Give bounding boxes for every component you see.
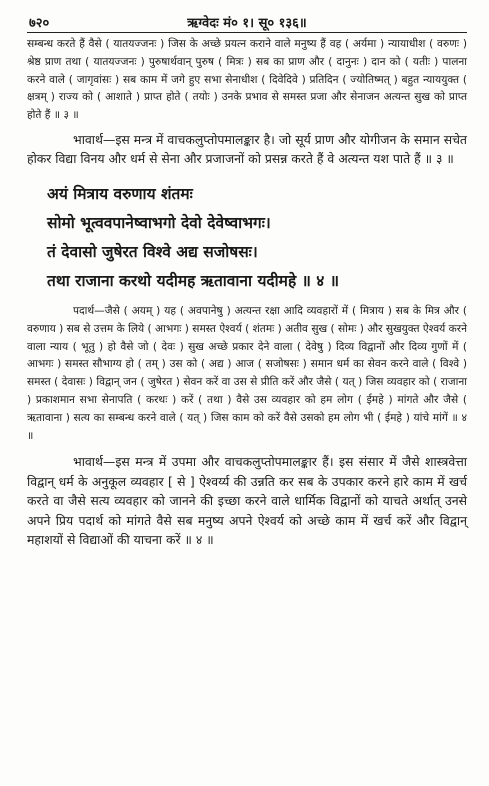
mantra-line-2: सोमो भूत्ववपानेष्वाभगो देवो देवेष्वाभगः। <box>47 212 271 232</box>
mantra-line-4: तथा राजाना करथो यदीमह ऋतावाना यदीमहे ॥ ४ ॥ <box>47 270 339 290</box>
page-header <box>27 12 467 33</box>
mantra-verse <box>47 179 467 295</box>
page-number: ७२० <box>29 16 50 31</box>
padartha-paragraph: पदार्थ—जैसे ( अयम् ) यह ( अवपानेषु ) अत्यन्त रक्षा आदि व्यवहारों में ( मित्राय ) सब के मित्र और ( वरुणाय ) सब से उत्तम के लिये ( आभगः ) समस्त ऐश्वर्य ( शंतमः ) अतीव सुख ( सोमः ) और सुखयुक्त ऐश्वर्य करने वाला न्याय ( भूतु ) हो वैसे जो ( देवः ) सुख अच्छे प्रकार देने वाला ( देवेषु ) दिव्य विद्वानों और दिव्य गुणों में ( आभगः ) समस्त सौभाग्य हो ( तम् ) उस को ( अद्य ) आज ( सजोषसः ) समान धर्म का सेवन करने वाले ( विश्वे ) समस्त ( देवासः ) विद्वान् जन ( जुषेरत ) सेवन करें वा उस से प्रीति करें और जैसे ( यत् ) जिस व्यवहार को ( राजाना ) प्रकाशमान सभा सेनापति ( करथः ) करें ( तथा ) वैसे उस व्यवहार को हम लोग ( ईमहे ) मांगते और जैसे ( ऋतावाना ) सत्य का सम्बन्ध करने वाले ( यत् ) जिस काम को करें वैसे उसको हम लोग भी ( ईमहे ) यांचे मांगें ॥ ४ ॥ <box>27 304 467 442</box>
mantra-line-1: अयं मित्राय वरुणाय शंतमः <box>47 183 193 203</box>
running-title: ऋग्वेदः मं० १। सू० १३६॥ <box>187 16 307 31</box>
bhavartha-paragraph-1: भावार्थ—इस मन्त्र में वाचकलुप्तोपमालङ्कार है। जो सूर्य प्राण और योगीजन के समान सचेत होकर विद्या विनय और धर्म से सेना और प्रजाजनों को प्रसन्न करते हैं वे अत्यन्त यश पाते हैं ॥ ३ ॥ <box>27 131 467 167</box>
continuation-paragraph: सम्बन्ध करते हैं वैसे ( यातयज्जनः ) जिस के अच्छे प्रयत्न कराने वाले मनुष्य हैं वह ( अर्यमा ) न्यायाधीश ( वरुणः ) श्रेष्ठ प्राण तथा ( यातयज्जनः ) पुरुषार्थवान् पुरुष ( मित्रः ) सब का प्राण और ( दानुनः ) दान को ( यतीः ) पालना करने वाले ( जागृवांसः ) सब काम में जगे हुए सभा सेनाधीश ( दिवेदिवे ) प्रतिदिन ( ज्योतिष्मत् ) बहुत न्याययुक्त ( क्षत्रम् ) राज्य को ( आशाते ) प्राप्त होते ( तयोः ) उनके प्रभाव से समस्त प्रजा और सेनाजन अत्यन्त सुख को प्राप्त होते हैं ॥ ३ ॥ <box>27 38 467 122</box>
bhavartha-paragraph-2: भावार्थ—इस मन्त्र में उपमा और वाचकलुप्तोपमालङ्कार हैं। इस संसार में जैसे शास्त्रवेत्ता विद्वान् धर्म के अनुकूल व्यवहार [ से ] ऐश्वर्य्य की उन्नति कर सब के उपकार करने हारे काम में खर्च करते वा जैसे सत्य व्यवहार को जानने की इच्छा करने वाले धार्मिक विद्वानों को याचते अर्थात् उनसे अपने प्रिय पदार्थ को मांगते वैसे सब मनुष्य अपने ऐश्वर्य को अच्छे काम में खर्च करें और विद्वान् महाशयों से विद्याओं की याचना करें ॥ ४ ॥ <box>27 454 467 548</box>
mantra-line-3: तं देवासो जुषेरत विश्वे अद्य सजोषसः। <box>47 241 258 261</box>
